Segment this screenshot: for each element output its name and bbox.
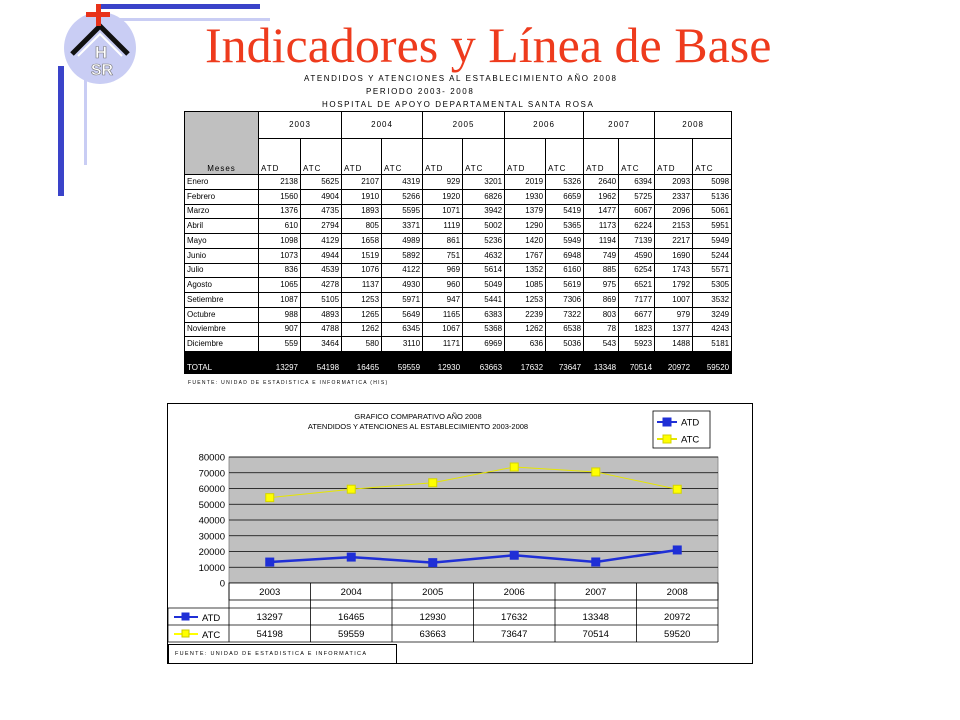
value-cell: 4904	[301, 189, 342, 204]
value-cell: 1488	[655, 337, 693, 352]
value-cell: 5949	[546, 234, 584, 249]
sub-header: ATC	[463, 139, 505, 175]
table-row	[185, 189, 732, 204]
value-cell: 5105	[301, 293, 342, 308]
total-cell: 73647	[546, 352, 584, 374]
table-row	[185, 278, 732, 293]
value-cell: 1477	[584, 204, 619, 219]
value-cell: 2019	[505, 175, 546, 190]
comparison-chart	[168, 404, 754, 665]
total-cell: 13297	[259, 352, 301, 374]
value-cell: 969	[423, 263, 463, 278]
value-cell: 6160	[546, 263, 584, 278]
data-point-atc	[347, 485, 355, 493]
value-cell: 2217	[655, 234, 693, 249]
y-tick-label: 80000	[198, 452, 225, 464]
value-cell: 1743	[655, 263, 693, 278]
chart-subtitle: ATENDIDOS Y ATENCIONES AL ESTABLECIMIENTO 2003-2008	[307, 422, 529, 431]
value-cell: 1930	[505, 189, 546, 204]
total-cell: 54198	[301, 352, 342, 374]
total-cell: 70514	[619, 352, 655, 374]
year-header: 2008	[655, 112, 732, 139]
sub-header: ATC	[301, 139, 342, 175]
value-cell: 5923	[619, 337, 655, 352]
value-cell: 5571	[693, 263, 732, 278]
value-cell: 1165	[423, 307, 463, 322]
data-point-atd	[429, 559, 437, 567]
legend-marker	[663, 418, 671, 426]
table-year-header-row	[185, 112, 732, 139]
table-row	[185, 248, 732, 263]
value-cell: 6254	[619, 263, 655, 278]
monthly-data-table	[184, 111, 732, 374]
value-cell: 1253	[342, 293, 382, 308]
value-cell: 1377	[655, 322, 693, 337]
value-cell: 4735	[301, 204, 342, 219]
value-cell: 4590	[619, 248, 655, 263]
month-cell: Julio	[185, 263, 259, 278]
data-point-atc	[510, 463, 518, 471]
month-cell: Setiembre	[185, 293, 259, 308]
value-cell: 2239	[505, 307, 546, 322]
value-cell: 5061	[693, 204, 732, 219]
value-cell: 4243	[693, 322, 732, 337]
chart-table-value: 20972	[664, 612, 691, 623]
value-cell: 1352	[505, 263, 546, 278]
sub-header: ATD	[584, 139, 619, 175]
chart-table-legend-marker	[182, 630, 189, 637]
value-cell: 1962	[584, 189, 619, 204]
value-cell: 805	[342, 219, 382, 234]
chart-table-value: 13297	[256, 612, 283, 623]
table-heading-2: PERIODO 2003- 2008	[366, 87, 475, 96]
value-cell: 6345	[382, 322, 423, 337]
value-cell: 1262	[342, 322, 382, 337]
table-row	[185, 307, 732, 322]
svg-text:H: H	[94, 43, 108, 62]
value-cell: 1065	[259, 278, 301, 293]
data-point-atc	[266, 494, 274, 502]
value-cell: 4788	[301, 322, 342, 337]
value-cell: 1792	[655, 278, 693, 293]
value-cell: 3371	[382, 219, 423, 234]
value-cell: 5725	[619, 189, 655, 204]
total-cell: 17632	[505, 352, 546, 374]
chart-source-note: FUENTE: UNIDAD DE ESTADISTICA E INFORMATICA	[168, 644, 397, 664]
value-cell: 1171	[423, 337, 463, 352]
data-point-atd	[510, 551, 518, 559]
value-cell: 6969	[463, 337, 505, 352]
value-cell: 580	[342, 337, 382, 352]
month-cell: Junio	[185, 248, 259, 263]
value-cell: 543	[584, 337, 619, 352]
value-cell: 1173	[584, 219, 619, 234]
chart-table-value: 54198	[256, 629, 283, 640]
value-cell: 1087	[259, 293, 301, 308]
chart-table-value: 59520	[664, 629, 691, 640]
chart-table-series-label: ATD	[202, 613, 221, 624]
year-header: 2005	[423, 112, 505, 139]
sub-header: ATD	[655, 139, 693, 175]
value-cell: 6067	[619, 204, 655, 219]
value-cell: 975	[584, 278, 619, 293]
value-cell: 2153	[655, 219, 693, 234]
value-cell: 1519	[342, 248, 382, 263]
value-cell: 6521	[619, 278, 655, 293]
year-header: 2003	[259, 112, 342, 139]
value-cell: 5949	[693, 234, 732, 249]
value-cell: 559	[259, 337, 301, 352]
chart-table-value: 16465	[338, 612, 365, 623]
value-cell: 1823	[619, 322, 655, 337]
value-cell: 1007	[655, 293, 693, 308]
table-row	[185, 175, 732, 190]
value-cell: 749	[584, 248, 619, 263]
value-cell: 869	[584, 293, 619, 308]
x-tick-label: 2008	[666, 587, 688, 598]
value-cell: 960	[423, 278, 463, 293]
value-cell: 3942	[463, 204, 505, 219]
table-source-note: FUENTE: UNIDAD DE ESTADISTICA E INFORMATICA (HIS)	[188, 380, 389, 386]
y-tick-label: 40000	[198, 515, 225, 527]
svg-text:SR: SR	[90, 62, 114, 79]
value-cell: 1067	[423, 322, 463, 337]
total-cell: 13348	[584, 352, 619, 374]
value-cell: 1085	[505, 278, 546, 293]
chart-table-value: 70514	[582, 629, 609, 640]
value-cell: 7177	[619, 293, 655, 308]
total-cell: 16465	[342, 352, 382, 374]
value-cell: 4944	[301, 248, 342, 263]
month-cell: Mayo	[185, 234, 259, 249]
value-cell: 2337	[655, 189, 693, 204]
data-point-atd	[673, 546, 681, 554]
month-cell: Octubre	[185, 307, 259, 322]
month-cell: Agosto	[185, 278, 259, 293]
value-cell: 979	[655, 307, 693, 322]
value-cell: 2093	[655, 175, 693, 190]
sub-header: ATD	[259, 139, 301, 175]
month-cell: Abril	[185, 219, 259, 234]
month-cell: Diciembre	[185, 337, 259, 352]
chart-table-legend-marker	[182, 613, 189, 620]
table-row	[185, 234, 732, 249]
data-point-atc	[592, 468, 600, 476]
value-cell: 5181	[693, 337, 732, 352]
value-cell: 5441	[463, 293, 505, 308]
value-cell: 1071	[423, 204, 463, 219]
value-cell: 5419	[546, 204, 584, 219]
value-cell: 5305	[693, 278, 732, 293]
value-cell: 6224	[619, 219, 655, 234]
value-cell: 78	[584, 322, 619, 337]
value-cell: 2107	[342, 175, 382, 190]
value-cell: 5625	[301, 175, 342, 190]
data-point-atd	[592, 558, 600, 566]
sub-header: ATD	[423, 139, 463, 175]
value-cell: 1690	[655, 248, 693, 263]
sub-header: ATC	[619, 139, 655, 175]
table-sub-header-row	[185, 139, 732, 175]
value-cell: 1194	[584, 234, 619, 249]
value-cell: 1910	[342, 189, 382, 204]
data-point-atd	[266, 558, 274, 566]
value-cell: 6826	[463, 189, 505, 204]
y-tick-label: 20000	[198, 547, 225, 558]
value-cell: 2640	[584, 175, 619, 190]
value-cell: 1076	[342, 263, 382, 278]
value-cell: 5614	[463, 263, 505, 278]
value-cell: 4893	[301, 307, 342, 322]
value-cell: 4539	[301, 263, 342, 278]
value-cell: 5098	[693, 175, 732, 190]
month-cell: Febrero	[185, 189, 259, 204]
value-cell: 3201	[463, 175, 505, 190]
value-cell: 907	[259, 322, 301, 337]
value-cell: 885	[584, 263, 619, 278]
sub-header: ATD	[342, 139, 382, 175]
value-cell: 1137	[342, 278, 382, 293]
value-cell: 6659	[546, 189, 584, 204]
value-cell: 1119	[423, 219, 463, 234]
table-row	[185, 204, 732, 219]
total-cell: 59520	[693, 352, 732, 374]
y-tick-label: 30000	[198, 531, 225, 543]
value-cell: 5892	[382, 248, 423, 263]
total-cell: 12930	[423, 352, 463, 374]
chart-title: GRAFICO COMPARATIVO AÑO 2008	[354, 412, 482, 421]
value-cell: 3532	[693, 293, 732, 308]
value-cell: 1265	[342, 307, 382, 322]
chart-table-value: 63663	[419, 629, 446, 640]
chart-table-value: 73647	[501, 629, 528, 640]
value-cell: 836	[259, 263, 301, 278]
value-cell: 7306	[546, 293, 584, 308]
value-cell: 2138	[259, 175, 301, 190]
chart-table-value: 59559	[338, 629, 365, 640]
value-cell: 1920	[423, 189, 463, 204]
table-row	[185, 263, 732, 278]
legend-label: ATD	[681, 417, 700, 429]
value-cell: 1560	[259, 189, 301, 204]
y-tick-label: 70000	[198, 468, 225, 480]
table-heading-1: ATENDIDOS Y ATENCIONES AL ESTABLECIMIENTO AÑO 2008	[304, 74, 618, 83]
value-cell: 5326	[546, 175, 584, 190]
value-cell: 5036	[546, 337, 584, 352]
value-cell: 3249	[693, 307, 732, 322]
sub-header: ATC	[546, 139, 584, 175]
value-cell: 1376	[259, 204, 301, 219]
value-cell: 6948	[546, 248, 584, 263]
value-cell: 929	[423, 175, 463, 190]
chart-table-value: 12930	[419, 612, 446, 623]
value-cell: 4989	[382, 234, 423, 249]
value-cell: 5368	[463, 322, 505, 337]
year-header: 2004	[342, 112, 423, 139]
value-cell: 1253	[505, 293, 546, 308]
slide-title: Indicadores y Línea de Base	[205, 17, 772, 73]
y-tick-label: 50000	[198, 499, 225, 511]
data-point-atc	[429, 479, 437, 487]
value-cell: 4278	[301, 278, 342, 293]
table-row	[185, 322, 732, 337]
value-cell: 4632	[463, 248, 505, 263]
data-point-atc	[673, 485, 681, 493]
table-row	[185, 219, 732, 234]
x-tick-label: 2005	[422, 587, 444, 598]
value-cell: 1767	[505, 248, 546, 263]
legend-label: ATC	[681, 434, 700, 446]
value-cell: 4319	[382, 175, 423, 190]
value-cell: 5971	[382, 293, 423, 308]
hospital-logo	[58, 2, 150, 88]
value-cell: 1379	[505, 204, 546, 219]
value-cell: 4930	[382, 278, 423, 293]
value-cell: 5136	[693, 189, 732, 204]
table-row	[185, 337, 732, 352]
sub-header: ATD	[505, 139, 546, 175]
total-cell: 59559	[382, 352, 423, 374]
value-cell: 2096	[655, 204, 693, 219]
cross-icon-horizontal	[86, 12, 110, 17]
month-cell: Noviembre	[185, 322, 259, 337]
value-cell: 5649	[382, 307, 423, 322]
total-cell: 20972	[655, 352, 693, 374]
x-tick-label: 2003	[259, 587, 281, 598]
value-cell: 5244	[693, 248, 732, 263]
value-cell: 3464	[301, 337, 342, 352]
value-cell: 5236	[463, 234, 505, 249]
value-cell: 5595	[382, 204, 423, 219]
data-point-atd	[347, 553, 355, 561]
value-cell: 1420	[505, 234, 546, 249]
year-header: 2006	[505, 112, 584, 139]
value-cell: 5002	[463, 219, 505, 234]
x-tick-label: 2006	[503, 587, 525, 598]
sub-header: ATC	[693, 139, 732, 175]
value-cell: 6383	[463, 307, 505, 322]
value-cell: 2794	[301, 219, 342, 234]
value-cell: 6677	[619, 307, 655, 322]
value-cell: 947	[423, 293, 463, 308]
chart-table-series-label: ATC	[202, 630, 221, 641]
value-cell: 3110	[382, 337, 423, 352]
value-cell: 1262	[505, 322, 546, 337]
table-heading-3: HOSPITAL DE APOYO DEPARTAMENTAL SANTA ROSA	[322, 100, 595, 109]
value-cell: 6394	[619, 175, 655, 190]
chart-table-value: 17632	[501, 612, 528, 623]
value-cell: 861	[423, 234, 463, 249]
value-cell: 5619	[546, 278, 584, 293]
x-tick-label: 2004	[340, 587, 362, 598]
value-cell: 6538	[546, 322, 584, 337]
value-cell: 5266	[382, 189, 423, 204]
table-total-row	[185, 352, 732, 374]
value-cell: 4122	[382, 263, 423, 278]
sub-header: ATC	[382, 139, 423, 175]
x-tick-label: 2007	[585, 587, 607, 598]
value-cell: 5951	[693, 219, 732, 234]
y-tick-label: 60000	[198, 484, 225, 495]
value-cell: 803	[584, 307, 619, 322]
value-cell: 5365	[546, 219, 584, 234]
month-cell: Enero	[185, 175, 259, 190]
table-row	[185, 293, 732, 308]
value-cell: 610	[259, 219, 301, 234]
month-cell: Marzo	[185, 204, 259, 219]
y-tick-label: 0	[219, 578, 225, 590]
total-cell: 63663	[463, 352, 505, 374]
value-cell: 4129	[301, 234, 342, 249]
total-label: TOTAL	[185, 352, 259, 374]
months-header: Meses	[185, 112, 259, 175]
year-header: 2007	[584, 112, 655, 139]
chart-table-value: 13348	[582, 612, 609, 623]
chart-container	[167, 403, 753, 664]
value-cell: 7322	[546, 307, 584, 322]
value-cell: 1290	[505, 219, 546, 234]
value-cell: 988	[259, 307, 301, 322]
value-cell: 1893	[342, 204, 382, 219]
value-cell: 5049	[463, 278, 505, 293]
value-cell: 1658	[342, 234, 382, 249]
value-cell: 636	[505, 337, 546, 352]
value-cell: 1098	[259, 234, 301, 249]
value-cell: 7139	[619, 234, 655, 249]
value-cell: 751	[423, 248, 463, 263]
legend-marker	[663, 435, 671, 443]
y-tick-label: 10000	[198, 562, 225, 574]
value-cell: 1073	[259, 248, 301, 263]
